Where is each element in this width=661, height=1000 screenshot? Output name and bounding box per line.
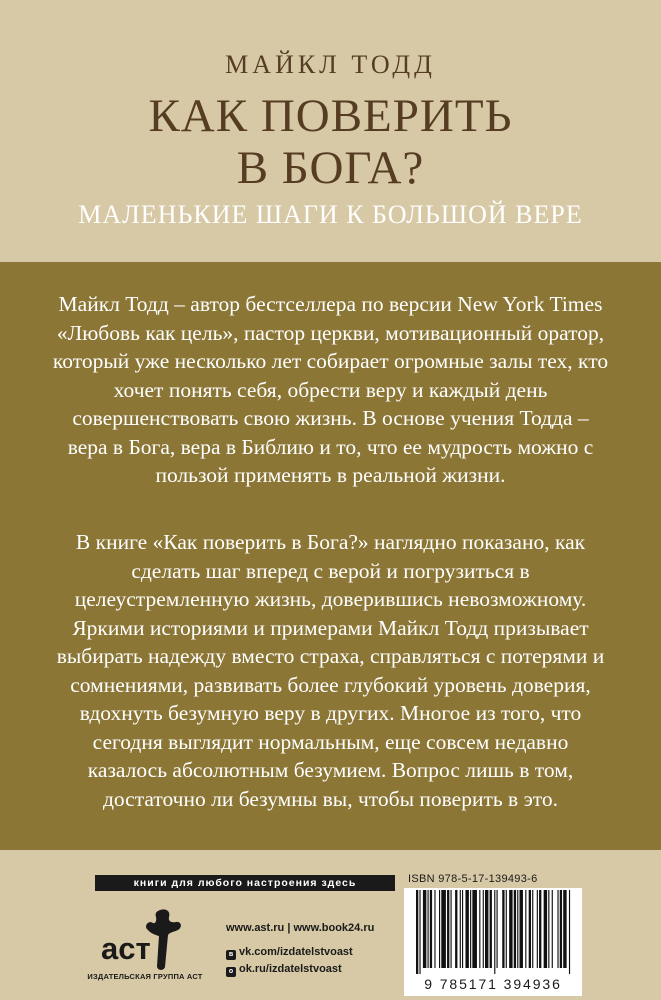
barcode-bar <box>423 890 426 968</box>
ok-link-text: ok.ru/izdatelstvoast <box>239 963 342 975</box>
barcode-bar <box>563 890 566 968</box>
barcode-bar <box>455 890 457 968</box>
barcode-bar <box>517 890 518 968</box>
barcode-bar <box>479 890 480 968</box>
barcode-bar <box>560 890 562 968</box>
barcode-bar <box>569 890 570 974</box>
logo-figure-icon <box>146 909 181 969</box>
barcode-bar <box>548 890 549 968</box>
barcode-bar <box>472 890 477 968</box>
barcode-bar <box>557 890 558 968</box>
barcode-bar <box>416 890 418 974</box>
barcode-bar <box>483 890 484 968</box>
barcode-bar <box>434 890 435 968</box>
barcode-bar <box>532 890 533 968</box>
book-title <box>0 90 661 194</box>
barcode <box>404 888 582 996</box>
barcode-bar <box>465 890 468 968</box>
ok-icon: о <box>226 967 236 977</box>
barcode-bar <box>428 890 429 968</box>
barcode-bar <box>537 890 538 968</box>
barcode-bar <box>544 890 547 968</box>
isbn-label: ISBN 978-5-17-139493-6 <box>408 873 538 885</box>
barcode-bar <box>525 890 526 968</box>
barcode-bar <box>529 890 531 968</box>
barcode-bar <box>460 890 461 968</box>
cover-footer <box>0 850 661 1000</box>
vk-link-text: vk.com/izdatelstvoast <box>239 946 353 958</box>
barcode-bars <box>412 890 574 974</box>
barcode-bar <box>514 890 516 968</box>
barcode-digits: 9 785171 394936 <box>424 976 562 992</box>
barcode-bar <box>509 890 512 968</box>
barcode-bar <box>485 890 488 968</box>
book-subtitle: МАЛЕНЬКИЕ ШАГИ К БОЛЬШОЙ ВЕРЕ <box>78 200 583 229</box>
barcode-bar <box>430 890 432 968</box>
blurb-paragraph-2: В книге «Как поверить в Бога?» наглядно показано, как сделать шаг вперед с верой и погрузиться в целеустремленную жизнь, доверившись невозможному. Яркими историями и примерами Майкл Тодд призывает выбирать надежду вместо страха, справляться с потерями и сомнениями, развивать более глубокий уровень доверия, вдохнуть безумную веру в других. Многое из того, что сегодня выглядит нормальным, еще совсем недавно казалось абсолютным безумием. Вопрос лишь в том, достаточно ли безумны вы, чтобы поверить в это. <box>56 530 605 811</box>
cover-header <box>0 0 661 262</box>
author-name: МАЙКЛ ТОДД <box>225 50 436 79</box>
barcode-bar <box>506 890 507 968</box>
barcode-bar <box>520 890 523 968</box>
blurb-panel <box>0 262 661 850</box>
logo-text: аст <box>101 931 151 966</box>
barcode-bar <box>419 890 420 974</box>
publisher-logo <box>95 905 195 975</box>
blurb-paragraph-1: Майкл Тодд – автор бестселлера по версии New York Times «Любовь как цель», пастор церкви, мотивационный оратор, который уже несколько лет собирает огромные залы тех, кто хочет понять себя, обрести веру и каждый день совершенствовать свою жизнь. В основе учения Тодда – вера в Бога, вера в Библию и то, что ее мудрость можно с пользой применять в реальной жизни. <box>52 292 609 487</box>
barcode-bar <box>470 890 471 968</box>
vk-icon: в <box>226 950 236 960</box>
barcode-bar <box>539 890 541 968</box>
barcode-bar <box>552 890 553 968</box>
websites-link[interactable]: www.ast.ru | www.book24.ru <box>226 922 375 934</box>
barcode-bar <box>497 890 498 968</box>
barcode-bar <box>451 890 452 968</box>
ok-link[interactable] <box>226 963 342 977</box>
barcode-bar <box>502 890 504 968</box>
barcode-bar <box>439 890 440 968</box>
barcode-bar <box>462 890 463 968</box>
barcode-bar <box>441 890 446 968</box>
vk-link[interactable] <box>226 946 353 960</box>
publisher-name: ИЗДАТЕЛЬСКАЯ ГРУППА АСТ <box>87 972 203 981</box>
book-title-line-1: КАК ПОВЕРИТЬ <box>148 90 513 142</box>
barcode-bar <box>490 890 492 968</box>
barcode-bar <box>447 890 449 968</box>
barcode-bar <box>494 890 495 974</box>
book-title-line-2: В БОГА? <box>236 142 425 194</box>
tagline-bar: книги для любого настроения здесь <box>95 875 395 891</box>
